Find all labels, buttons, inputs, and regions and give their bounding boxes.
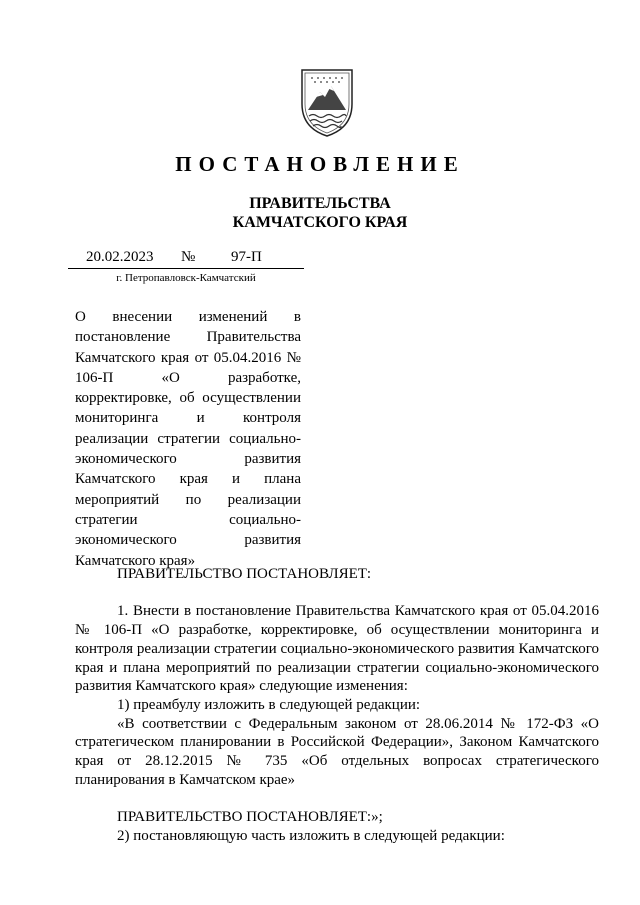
document-number: 97-П — [231, 249, 262, 265]
resolution-heading: ПРАВИТЕЛЬСТВО ПОСТАНОВЛЯЕТ: — [117, 566, 372, 582]
document-body — [75, 565, 599, 846]
number-sign: № — [181, 249, 196, 265]
issuer-line-1: ПРАВИТЕЛЬСТВА — [249, 195, 391, 212]
body-paragraph-1: 1. Внести в постановление Правительства Камчатского края от 05.04.2016 № 106-П «О разработке, корректировке, об осуществлении мониторинга и контроля реализации стратегии социально-экономического развития Камчатского края и плана мероприятий по реализации стратегии социально-экономического развития Камчатского края» следующие изменения: — [75, 603, 599, 695]
issue-place: г. Петропавловск-Камчатский — [116, 272, 256, 284]
body-paragraph-5: 2) постановляющую часть изложить в следующей редакции: — [117, 827, 505, 844]
document-type-title: ПОСТАНОВЛЕНИЕ — [175, 152, 465, 176]
issuer-line-2: КАМЧАТСКОГО КРАЯ — [232, 214, 408, 231]
document-subject: О внесении изменений в постановление Правительства Камчатского края от 05.04.2016 № 106-П «О разработке, корректировке, об осуществлении мониторинга и контроля реализации стратегии социально-экономического развития Камчатского края и плана мероприятий по реализации стратегии социально-экономического развития Камчатского края» — [75, 309, 301, 569]
body-paragraph-3: «В соответствии с Федеральным законом от 28.06.2014 № 172-ФЗ «О стратегическом планировании в Российской Федерации», Законом Камчатского края от 28.12.2015 № 735 «Об отдельных вопросах стратегического планирования в Камчатском крае» — [75, 715, 599, 788]
body-paragraph-2: 1) преамбулу изложить в следующей редакции: — [117, 696, 421, 713]
document-date: 20.02.2023 — [86, 249, 154, 265]
meta-underline — [68, 268, 304, 269]
body-paragraph-4: ПРАВИТЕЛЬСТВО ПОСТАНОВЛЯЕТ:»; — [117, 809, 383, 826]
kamchatka-coat-of-arms-icon — [298, 66, 356, 138]
